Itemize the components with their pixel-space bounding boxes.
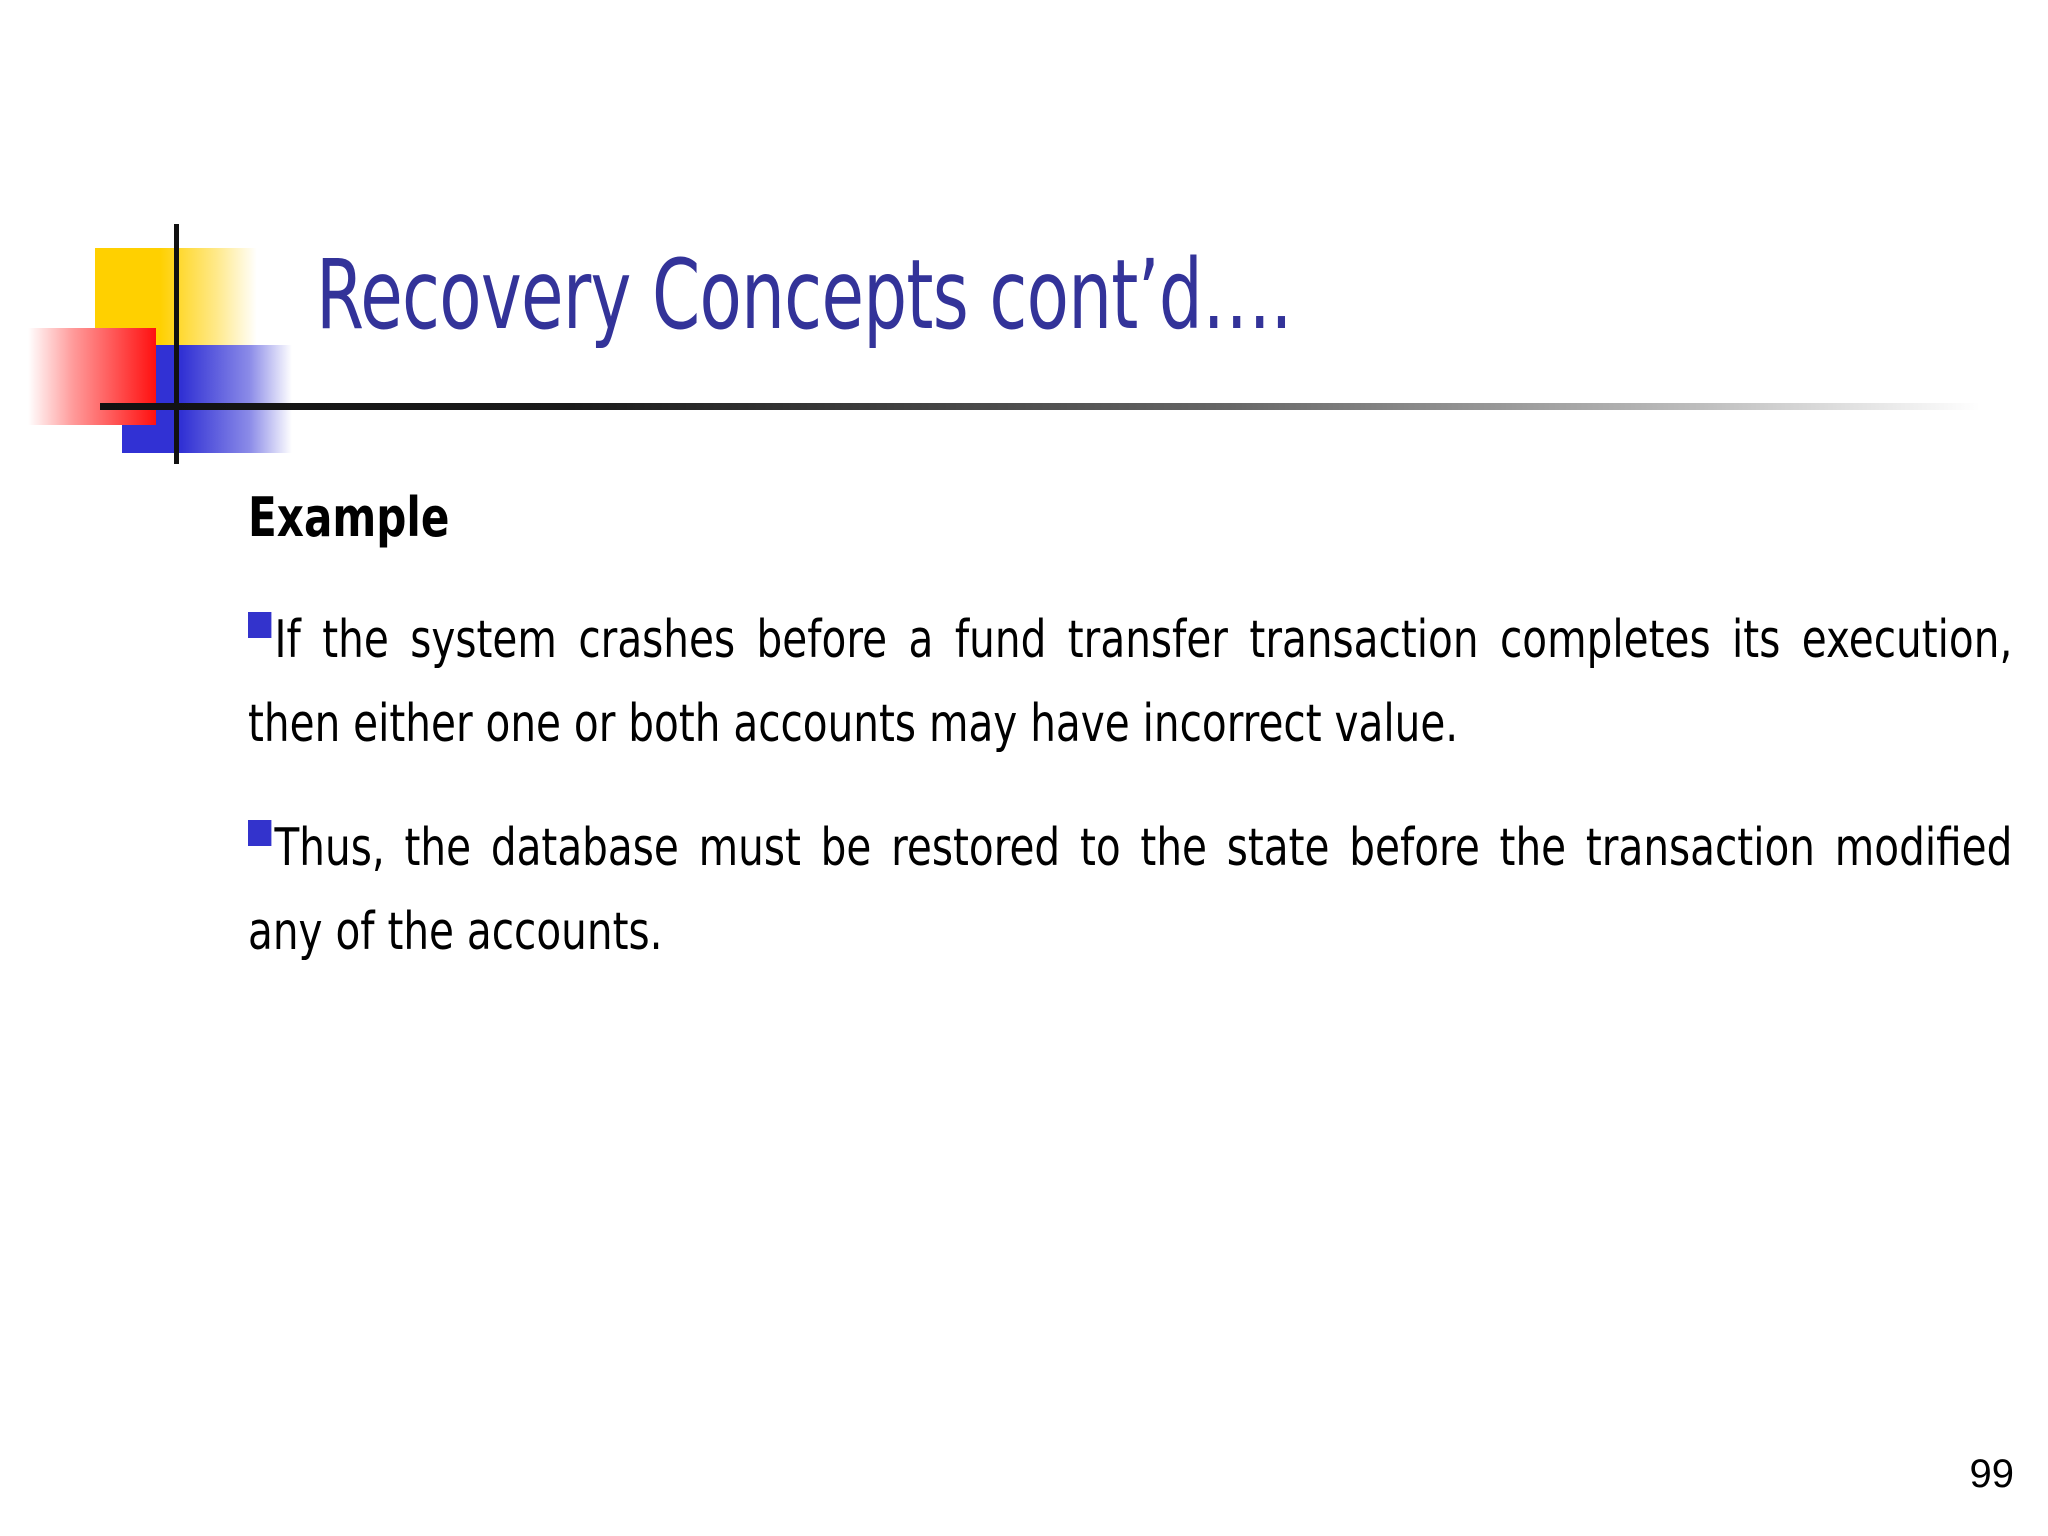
bullet-text: Thus, the database must be restored to the state before the transaction modified any of the accounts. [248,818,2013,962]
bullet-item [248,598,2012,766]
page-number: 99 [1969,1452,2014,1496]
slide-title: Recovery Concepts cont’d…. [316,239,1292,351]
square-bullet-icon [248,612,271,638]
square-bullet-icon [248,820,271,846]
slide-content [248,478,2013,1014]
title-underline-divider [100,403,1980,410]
bullet-text: If the system crashes before a fund transfer transaction completes its execution, then either one or both accounts may have incorrect value. [248,610,2013,754]
bullet-item [248,806,2012,974]
logo-vertical-line [174,224,179,464]
logo-red-square [28,328,156,425]
section-heading: Example [248,486,450,549]
